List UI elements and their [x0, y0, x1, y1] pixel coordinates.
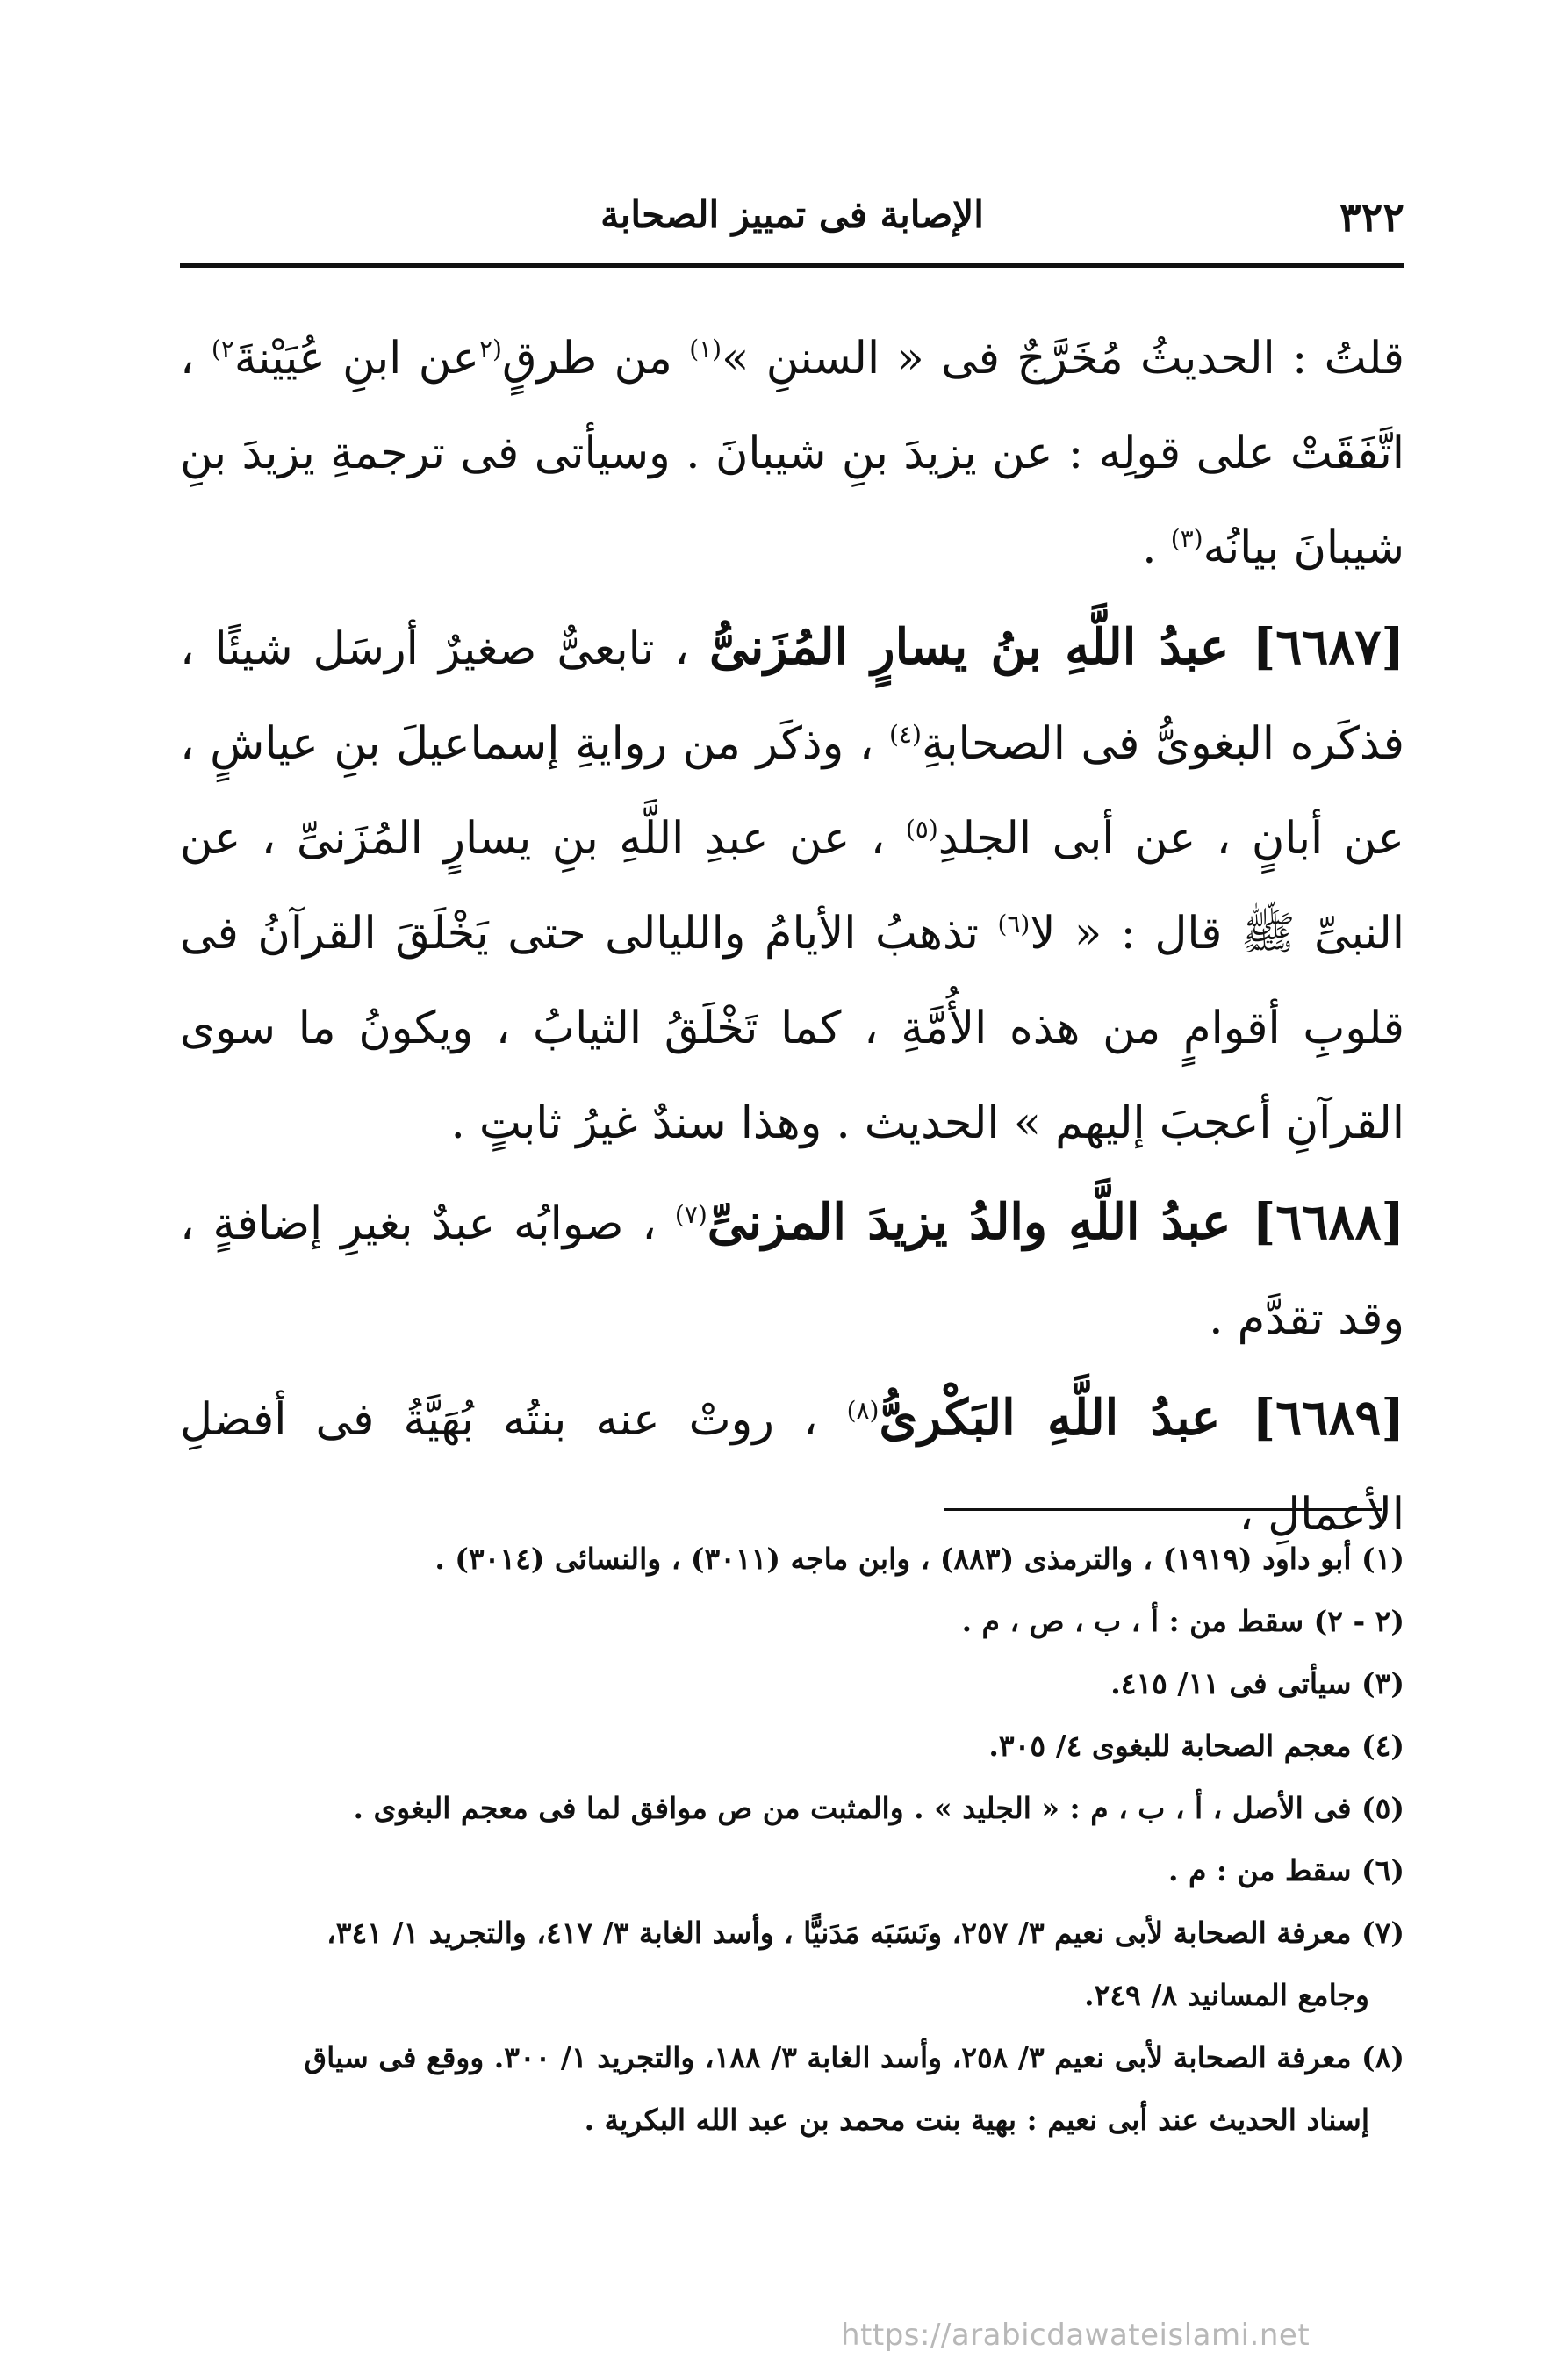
- text-segment: قلتُ : الحديثُ مُخَرَّجٌ فى « السننِ »: [722, 333, 1404, 385]
- footnote-ref: (٢: [478, 334, 502, 363]
- footnote-7: (٧) معرفة الصحابة لأبى نعيم ٣/ ٢٥٧، ونَسَبَه مَدَنيًّا ، وأسد الغابة ٣/ ٤١٧، والتجريد ١/ ٣٤١،: [327, 1916, 1404, 1950]
- footnote-ref: (٤): [889, 720, 922, 749]
- text-segment: ، صوابُه عبدٌ بغيرِ إضافةٍ ، وقد تقدَّم .: [180, 1198, 1404, 1345]
- footnote-8-continued: إسناد الحديث عند أبى نعيم : بهية بنت محمد بن عبد الله البكرية .: [584, 2103, 1369, 2137]
- text-segment: .: [1142, 522, 1171, 574]
- text-segment: من طرقٍ: [501, 333, 690, 385]
- text-segment: عن ابنِ عُيَيْنةَ: [233, 333, 479, 385]
- entry-heading: [٦٦٨٩] عبدُ اللَّهِ البَكْرىُّ: [879, 1389, 1404, 1447]
- header-rule: [180, 263, 1404, 268]
- watermark-url: https://arabicdawateislami.net: [841, 2318, 1311, 2353]
- footnote-7-continued: وجامع المسانيد ٨/ ٢٤٩.: [1084, 1978, 1369, 2012]
- footnotes: [180, 1528, 1404, 2151]
- entry-6687: [180, 600, 1404, 1171]
- footnote-5: (٥) فى الأصل ، أ ، ب ، م : « الجليد » . والمثبت من ص موافق لما فى معجم البغوى .: [353, 1791, 1404, 1825]
- entry-6688: [180, 1175, 1404, 1367]
- entry-heading: [٦٦٨٨] عبدُ اللَّهِ والدُ يزيدَ المزنىِّ: [707, 1193, 1405, 1251]
- main-text: [180, 312, 1404, 1566]
- page-header: [180, 184, 1404, 255]
- footnote-ref: (٥): [905, 815, 938, 844]
- running-title: الإصابة فى تمييز الصحابة: [600, 193, 984, 236]
- footnote-ref: (٨): [846, 1396, 880, 1425]
- text-segment: ، وذكَر من روايةِ إسماعيلَ بنِ عياشٍ ، عن أبانٍ ، عن أبى الجلدِ: [180, 718, 1404, 865]
- footnote-6: (٦) سقط من : م .: [1168, 1853, 1404, 1887]
- paragraph-note: [180, 312, 1404, 596]
- text-segment: ، اتَّفَقَتْ على قولِه : عن يزيدَ بنِ شيبانَ . وسيأتى فى ترجمةِ يزيدَ بنِ شيبانَ بيانُه: [180, 333, 1404, 574]
- footnote-ref: ٢): [211, 334, 234, 363]
- footnote-rule: [944, 1508, 1382, 1511]
- footnote-ref: (٧): [674, 1200, 707, 1229]
- footnote-ref: (٣): [1170, 524, 1203, 553]
- text-segment: ، عن عبدِ اللَّهِ بنِ يسارٍ المُزَنىِّ ، عن النبىِّ ﷺ قال : « لا: [180, 813, 1404, 960]
- footnote-8: (٨) معرفة الصحابة لأبى نعيم ٣/ ٢٥٨، وأسد الغابة ٣/ ١٨٨، والتجريد ١/ ٣٠٠. ووقع فى سياق: [304, 2040, 1404, 2074]
- footnote-4: (٤) معجم الصحابة للبغوى ٤/ ٣٠٥.: [988, 1729, 1404, 1763]
- footnote-2: (٢ - ٢) سقط من : أ ، ب ، ص ، م .: [961, 1604, 1404, 1638]
- entry-heading: [٦٦٨٧] عبدُ اللَّهِ بنُ يسارٍ المُزَنىُّ: [709, 618, 1404, 676]
- text-segment: تذهبُ الأيامُ والليالى حتى يَخْلَقَ القرآنُ فى قلوبِ أقوامٍ من هذه الأُمَّةِ ، كما تَخْلَقُ الثيابُ ، ويكونُ ما سوى القرآنِ أعجبَ إليهم » الحديث . وهذا سندٌ غيرُ ثابتٍ .: [180, 908, 1404, 1149]
- footnote-ref: (٦): [997, 910, 1031, 938]
- text-segment: ، روتْ عنه بنتُه بُهَيَّةُ فى أفضلِ الأعمالِ ،: [180, 1394, 1404, 1541]
- footnote-3: (٣) سيأتى فى ١١/ ٤١٥.: [1110, 1666, 1404, 1701]
- footnote-1: (١) أبو داود (١٩١٩) ، والترمذى (٨٨٣) ، وابن ماجه (٣٠١١) ، والنسائى (٣٠١٤) .: [434, 1542, 1404, 1576]
- footnote-ref: (١): [689, 334, 722, 363]
- page-number: ٣٢٢: [1339, 193, 1404, 241]
- text-segment: ، تابعىٌّ صغيرٌ أرسَل شيئًا ، فذكَره البغوىُّ فى الصحابةِ: [180, 623, 1404, 770]
